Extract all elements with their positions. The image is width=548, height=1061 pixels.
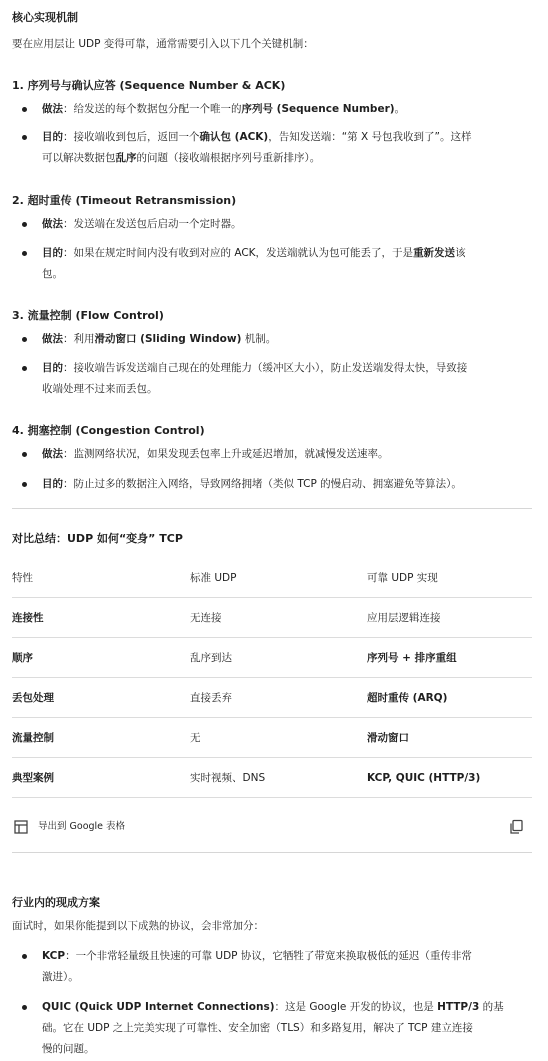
bullet-text: 该 bbox=[455, 247, 466, 259]
bullet-item bbox=[22, 997, 532, 1060]
table-cell: 流量控制 bbox=[12, 732, 54, 744]
bullet-item bbox=[22, 99, 532, 120]
mechanism-heading: 2. 超时重传 (Timeout Retransmission) bbox=[12, 194, 237, 207]
table-cell: 无连接 bbox=[190, 612, 222, 624]
comparison-title: 对比总结：UDP 如何“变身” TCP bbox=[12, 532, 183, 545]
bullet-strong: 确认包 (ACK) bbox=[199, 131, 269, 143]
bullet-item bbox=[22, 329, 532, 350]
table-icon bbox=[14, 820, 28, 834]
table-cell: 滑动窗口 bbox=[367, 732, 409, 744]
bullet-item bbox=[22, 474, 532, 495]
bullet-label: 做法 bbox=[42, 218, 63, 230]
table-cell: 乱序到达 bbox=[190, 652, 232, 664]
bullet-text: ：监测网络状况，如果发现丢包率上升或延迟增加，就减慢发送速率。 bbox=[63, 448, 389, 460]
bullet-dot bbox=[22, 251, 27, 256]
bullet-text: ：防止过多的数据注入网络，导致网络拥堵（类似 TCP 的慢启动、拥塞避免等算法）。 bbox=[63, 478, 462, 490]
table-row bbox=[12, 758, 532, 798]
bullet-item bbox=[22, 946, 532, 988]
section-title: 核心实现机制 bbox=[12, 11, 78, 24]
divider bbox=[12, 852, 532, 853]
bullet-strong: 重新发送 bbox=[413, 247, 456, 259]
bullet-dot bbox=[22, 135, 27, 140]
bullet-text: ，告知发送端：“第 X 号包我收到了”。这样 bbox=[268, 131, 472, 143]
mechanism-heading: 3. 流量控制 (Flow Control) bbox=[12, 309, 164, 322]
bullet-text: ：利用 bbox=[63, 333, 95, 345]
intro-text: 要在应用层让 UDP 变得可靠，通常需要引入以下几个关键机制： bbox=[12, 38, 314, 50]
bullet-strong: HTTP/3 bbox=[437, 1001, 480, 1013]
table-row bbox=[12, 638, 532, 678]
bullet-text: 包。 bbox=[42, 268, 63, 280]
bullet-dot bbox=[22, 107, 27, 112]
table-header-cell: 特性 bbox=[12, 572, 33, 584]
bullet-item bbox=[22, 127, 532, 169]
bullet-text: ：接收端告诉发送端自己现在的处理能力（缓冲区大小），防止发送端发得太快，导致接 bbox=[63, 362, 468, 374]
bullet-label: 做法 bbox=[42, 103, 63, 115]
bullet-item bbox=[22, 444, 532, 465]
bullet-label: 做法 bbox=[42, 333, 63, 345]
bullet-strong: 序列号 (Sequence Number) bbox=[241, 103, 395, 115]
bullet-text: 慢的问题。 bbox=[42, 1043, 95, 1055]
bullet-strong: 乱序 bbox=[115, 152, 137, 164]
industry-title: 行业内的现成方案 bbox=[12, 896, 100, 909]
industry-intro: 面试时，如果你能提到以下成熟的协议，会非常加分： bbox=[12, 920, 264, 932]
table-cell: 顺序 bbox=[12, 652, 33, 664]
table-header-cell: 标准 UDP bbox=[190, 572, 237, 584]
bullet-text: 可以解决数据包 bbox=[42, 152, 116, 164]
table-cell: 丢包处理 bbox=[12, 692, 54, 704]
bullet-text: ：这是 Google 开发的协议，也是 bbox=[274, 1001, 438, 1013]
bullet-label: 目的 bbox=[42, 478, 63, 490]
table-cell: 超时重传 (ARQ) bbox=[367, 692, 448, 704]
bullet-strong: 滑动窗口 (Sliding Window) bbox=[94, 333, 242, 345]
mechanism-heading: 1. 序列号与确认应答 (Sequence Number & ACK) bbox=[12, 79, 286, 92]
bullet-text: ：发送端在发送包后启动一个定时器。 bbox=[63, 218, 242, 230]
bullet-text: ：如果在规定时间内没有收到对应的 ACK，发送端就认为包可能丢了，于是 bbox=[63, 247, 414, 259]
bullet-text: ：一个非常轻量级且快速的可靠 UDP 协议，它牺牲了带宽来换取极低的延迟（重传非常 bbox=[65, 950, 472, 962]
bullet-item bbox=[22, 358, 532, 400]
bullet-item bbox=[22, 243, 532, 285]
bullet-label: 目的 bbox=[42, 131, 63, 143]
bullet-label: QUIC (Quick UDP Internet Connections) bbox=[42, 1001, 275, 1013]
bullet-text: 础。它在 UDP 之上完美实现了可靠性、安全加密（TLS）和多路复用，解决了 TCP 建立连接 bbox=[42, 1022, 473, 1034]
bullet-dot bbox=[22, 954, 27, 959]
table-cell: 典型案例 bbox=[12, 772, 54, 784]
bullet-text: 。 bbox=[394, 103, 406, 115]
bullet-label: 目的 bbox=[42, 362, 63, 374]
table-cell: 实时视频、DNS bbox=[190, 772, 266, 784]
export-label: 导出到 Google 表格 bbox=[38, 820, 126, 832]
mechanism-heading: 4. 拥塞控制 (Congestion Control) bbox=[12, 424, 205, 437]
table-header-cell: 可靠 UDP 实现 bbox=[367, 572, 438, 584]
table-cell: 连接性 bbox=[12, 612, 44, 624]
bullet-text: 激进）。 bbox=[42, 971, 79, 983]
bullet-label: KCP bbox=[42, 950, 66, 962]
divider bbox=[12, 508, 532, 509]
bullet-label: 做法 bbox=[42, 448, 63, 460]
table-header-row bbox=[12, 558, 532, 598]
export-to-sheets-button[interactable] bbox=[14, 815, 125, 839]
table-cell: 应用层逻辑连接 bbox=[367, 612, 441, 624]
bullet-item bbox=[22, 214, 532, 235]
bullet-text: 机制。 bbox=[241, 333, 277, 345]
bullet-dot bbox=[22, 222, 27, 227]
table-row bbox=[12, 598, 532, 638]
bullet-label: 目的 bbox=[42, 247, 63, 259]
table-row bbox=[12, 678, 532, 718]
bullet-text: ：给发送的每个数据包分配一个唯一的 bbox=[63, 103, 242, 115]
table-cell: KCP, QUIC (HTTP/3) bbox=[367, 772, 481, 784]
bullet-dot bbox=[22, 337, 27, 342]
table-row bbox=[12, 718, 532, 758]
bullet-text: 收端处理不过来而丢包。 bbox=[42, 383, 158, 395]
bullet-text: 的基 bbox=[479, 1001, 504, 1013]
table-cell: 直接丢弃 bbox=[190, 692, 232, 704]
bullet-dot bbox=[22, 1005, 27, 1010]
copy-icon[interactable] bbox=[508, 819, 524, 835]
bullet-dot bbox=[22, 452, 27, 457]
bullet-text: 的问题（接收端根据序列号重新排序）。 bbox=[136, 152, 321, 164]
table-cell: 序列号 + 排序重组 bbox=[367, 652, 457, 664]
bullet-dot bbox=[22, 482, 27, 487]
bullet-dot bbox=[22, 366, 27, 371]
bullet-text: ：接收端收到包后，返回一个 bbox=[63, 131, 200, 143]
table-cell: 无 bbox=[190, 732, 201, 744]
